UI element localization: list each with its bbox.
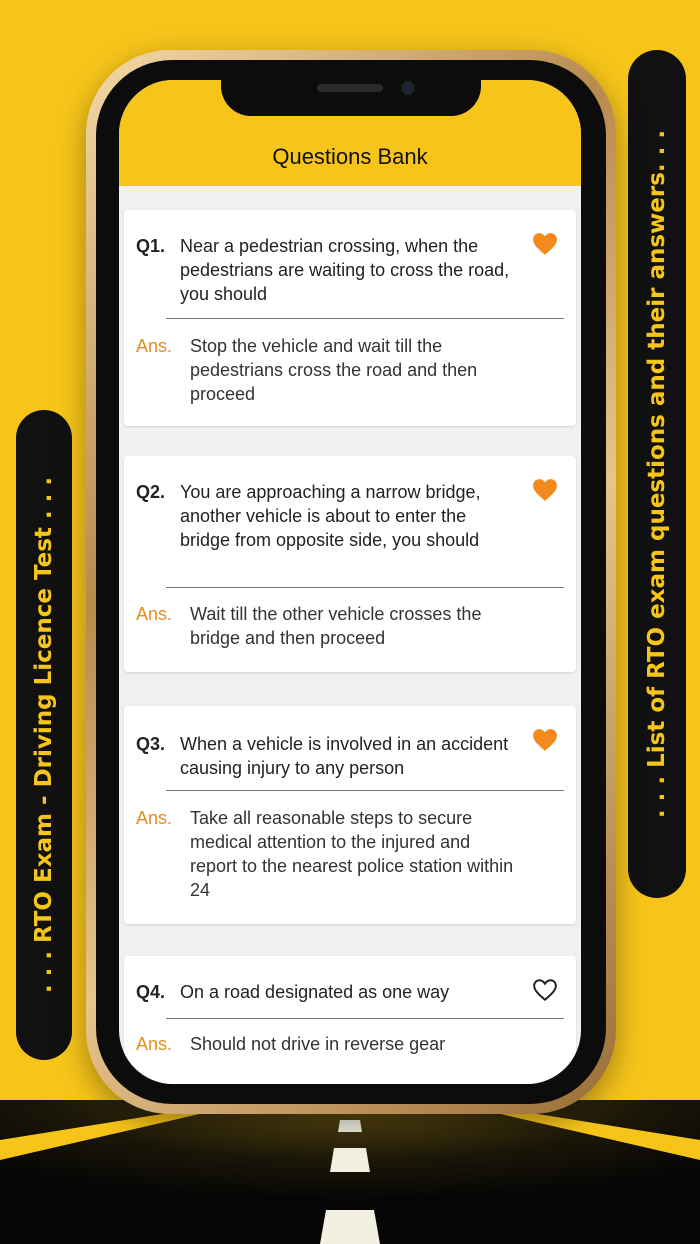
question-text: Near a pedestrian crossing, when the pedestrians are waiting to cross the road, you should (180, 236, 510, 304)
question-row (136, 234, 516, 306)
answer-text: Stop the vehicle and wait till the pedestrians cross the road and then proceed (190, 336, 478, 404)
divider (166, 790, 564, 791)
question-row (136, 732, 516, 780)
phone-notch (221, 70, 481, 116)
favorite-heart-icon[interactable] (532, 478, 558, 502)
answer-label: Ans. (136, 808, 173, 828)
question-card-1[interactable] (124, 210, 576, 426)
question-card-2[interactable] (124, 456, 576, 672)
answer-text: Take all reasonable steps to secure medical attention to the injured and report to the nearest police station within 24 (190, 808, 514, 900)
question-number: Q4. (136, 982, 166, 1002)
answer-row (136, 806, 516, 902)
right-banner-pill (628, 50, 686, 898)
answer-row (136, 334, 516, 406)
question-text: You are approaching a narrow bridge, another vehicle is about to enter the bridge from opposite side, you should (180, 482, 481, 550)
question-row (136, 480, 516, 552)
favorite-heart-icon[interactable] (532, 728, 558, 752)
right-banner-text: . . . List of RTO exam questions and their answers. . . (644, 129, 670, 819)
answer-text: Should not drive in reverse gear (190, 1034, 446, 1054)
answer-label: Ans. (136, 604, 173, 624)
favorite-heart-outline-icon[interactable] (532, 978, 558, 1002)
page-title: Questions Bank (272, 144, 428, 169)
favorite-heart-icon[interactable] (532, 232, 558, 256)
divider (166, 318, 564, 319)
front-camera-icon (401, 81, 415, 95)
answer-row (136, 1032, 516, 1056)
speaker-grille (317, 84, 383, 92)
question-card-4[interactable] (124, 956, 576, 1084)
answer-label: Ans. (136, 336, 173, 356)
left-banner-text: . . . RTO Exam - Driving Licence Test . . . (31, 476, 57, 994)
phone-screen (119, 80, 581, 1084)
question-number: Q1. (136, 236, 166, 256)
divider (166, 1018, 564, 1019)
question-number: Q3. (136, 734, 166, 754)
question-text: When a vehicle is involved in an accident causing injury to any person (180, 734, 509, 778)
left-banner-pill (16, 410, 72, 1060)
question-card-3[interactable] (124, 706, 576, 924)
answer-text: Wait till the other vehicle crosses the bridge and then proceed (190, 604, 482, 648)
question-text: On a road designated as one way (180, 982, 450, 1002)
answer-label: Ans. (136, 1034, 173, 1054)
answer-row (136, 602, 516, 650)
divider (166, 587, 564, 588)
question-number: Q2. (136, 482, 166, 502)
question-row (136, 980, 516, 1004)
